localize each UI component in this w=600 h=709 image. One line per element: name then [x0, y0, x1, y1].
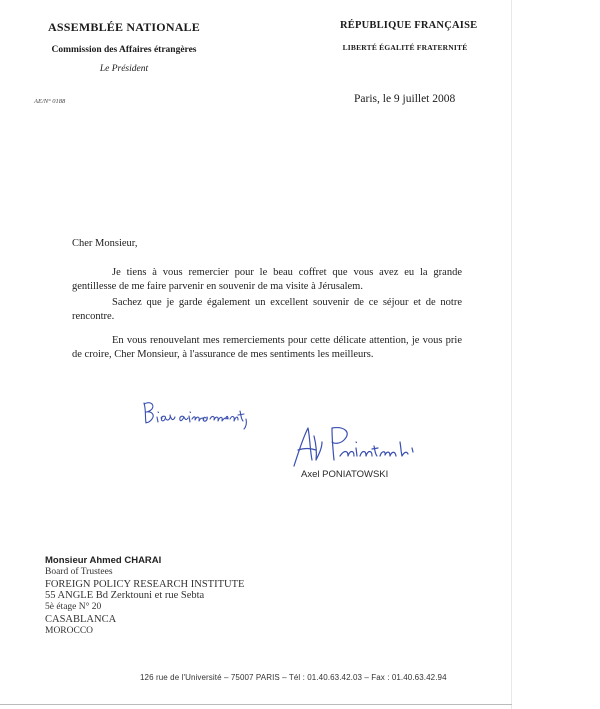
signer-name: Axel PONIATOWSKI	[301, 469, 389, 480]
commission-name: Commission des Affaires étrangères	[51, 45, 197, 55]
letterhead-right	[340, 20, 478, 52]
recipient-title: Board of Trustees	[45, 566, 113, 577]
recipient-address	[45, 555, 244, 638]
handwritten-closing	[140, 397, 275, 431]
footer-contact: 126 rue de l'Université – 75007 PARIS – Tél : 01.40.63.42.03 – Fax : 01.40.63.42.94	[140, 673, 447, 682]
recipient-street: 55 ANGLE Bd Zerktouni et rue Sebta	[45, 590, 205, 602]
organization-name: ASSEMBLÉE NATIONALE	[48, 20, 200, 34]
recipient-name: Monsieur Ahmed CHARAI	[45, 555, 162, 566]
letterhead-left	[34, 20, 214, 74]
signature	[288, 420, 428, 470]
national-motto: LIBERTÉ ÉGALITÉ FRATERNITÉ	[342, 43, 468, 52]
republic-name: RÉPUBLIQUE FRANÇAISE	[340, 20, 478, 31]
scan-edge	[511, 0, 512, 709]
date-line: Paris, le 9 juillet 2008	[354, 93, 456, 105]
office-title: Le Président	[99, 64, 149, 74]
reference-number: AE/N° 0188	[34, 98, 66, 105]
salutation: Cher Monsieur,	[72, 238, 138, 249]
recipient-organization: FOREIGN POLICY RESEARCH INSTITUTE	[45, 578, 245, 590]
bottom-edge	[0, 704, 512, 705]
recipient-floor: 5è étage N° 20	[45, 602, 102, 613]
paragraph-3: En vous renouvelant mes remerciements pour cette délicate attention, je vous prie de croire, Cher Monsieur, à l'assurance de mes sentiments les meilleurs.	[72, 335, 462, 360]
paragraph-1: Je tiens à vous remercier pour le beau coffret que vous avez eu la grande gentillesse de me faire parvenir en souvenir de ma visite à Jérusalem.	[72, 267, 462, 292]
recipient-city: CASABLANCA	[45, 613, 117, 625]
recipient-country: MOROCCO	[45, 625, 94, 636]
paragraph-2: Sachez que je garde également un excellent souvenir de ce séjour et de notre rencontre.	[72, 297, 462, 322]
